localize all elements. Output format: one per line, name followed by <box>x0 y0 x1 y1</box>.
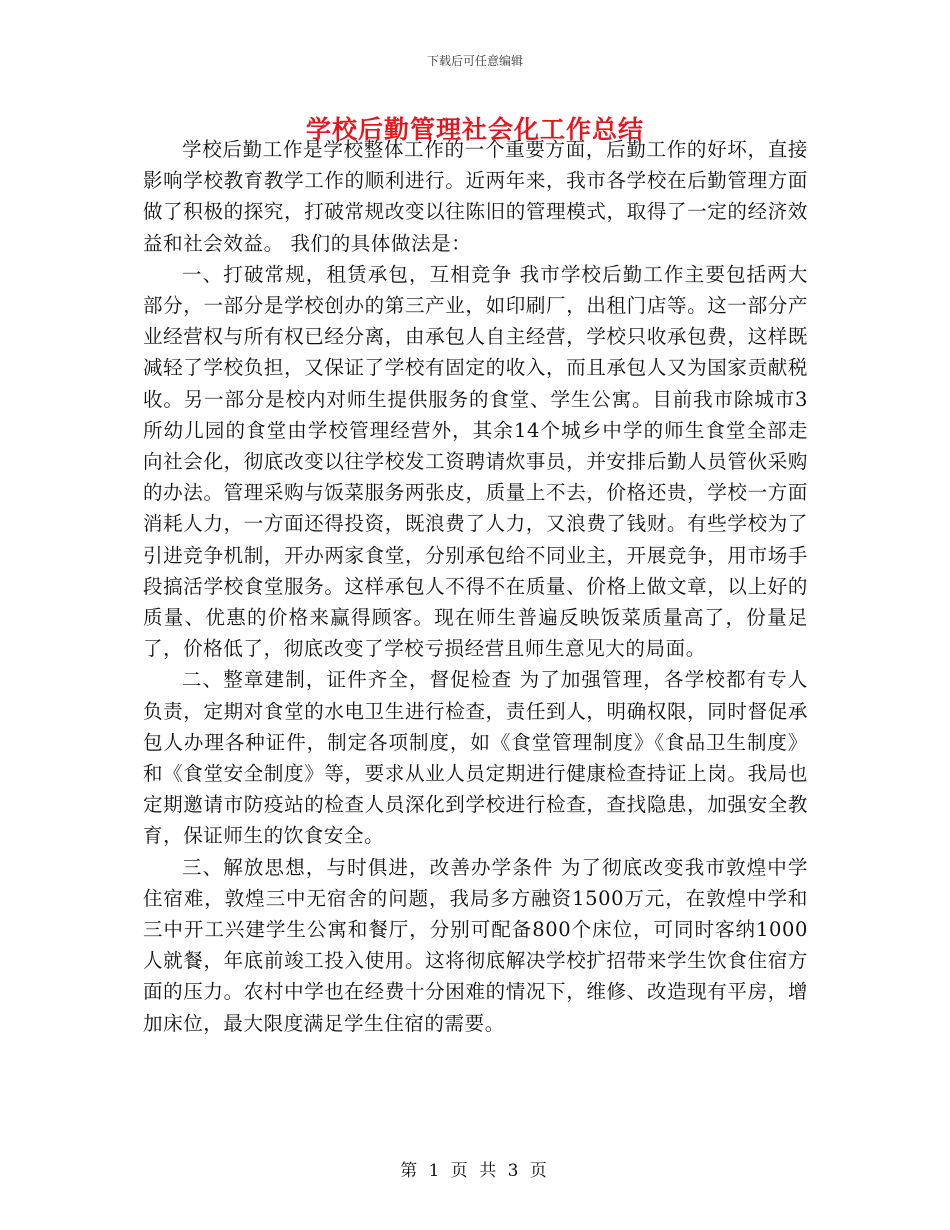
paragraph-section-2: 二、整章建制，证件齐全，督促检查 为了加强管理，各学校都有专人负责，定期对食堂的水电卫生进行检查，责任到人，明确权限，同时督促承包人办理各种证件，制定各项制度，如《食堂管理制度》《食品卫生制度》和《食堂安全制度》等，要求从业人员定期进行健康检查持证上岗。我局也定期邀请市防疫站的检查人员深化到学校进行检查，查找隐患，加强安全教育，保证师生的饮食安全。 <box>143 668 808 848</box>
header-note: 下载后可任意编辑 <box>426 54 523 68</box>
page-number: 第 1 页 共 3 页 <box>400 1161 550 1181</box>
paragraph-section-1: 一、打破常规，租赁承包，互相竞争 我市学校后勤工作主要包括两大部分，一部分是学校创办的第三产业，如印刷厂，出租门店等。这一部分产业经营权与所有权已经分离，由承包人自主经营，学校只收承包费，这样既减轻了学校负担，又保证了学校有固定的收入，而且承包人又为国家贡献税收。另一部分是校内对师生提供服务的食堂、学生公寓。目前我市除城市3所幼儿园的食堂由学校管理经营外，其余14个城乡中学的师生食堂全部走向社会化，彻底改变以往学校发工资聘请炊事员，并安排后勤人员管伙采购的办法。管理采购与饭菜服务两张皮，质量上不去，价格还贵，学校一方面消耗人力，一方面还得投资，既浪费了人力，又浪费了钱财。有些学校为了引进竞争机制，开办两家食堂，分别承包给不同业主，开展竞争，用市场手段搞活学校食堂服务。这样承包人不得不在质量、价格上做文章，以上好的质量、优惠的价格来赢得顾客。现在师生普遍反映饭菜质量高了，份量足了，价格低了，彻底改变了学校亏损经营且师生意见大的局面。 <box>143 262 808 661</box>
paragraph-intro: 学校后勤工作是学校整体工作的一个重要方面，后勤工作的好坏，直接影响学校教育教学工作的顺利进行。近两年来，我市各学校在后勤管理方面做了积极的探究，打破常规改变以往陈旧的管理模式，取得了一定的经济效益和社会效益。 我们的具体做法是： <box>143 138 808 255</box>
document-title: 学校后勤管理社会化工作总结 <box>305 115 644 144</box>
paragraph-section-3: 三、解放思想，与时俱进，改善办学条件 为了彻底改变我市敦煌中学住宿难，敦煌三中无宿舍的问题，我局多方融资1500万元，在敦煌中学和三中开工兴建学生公寓和餐厅，分别可配备800个床位，可同时客纳1000人就餐，年底前竣工投入使用。这将彻底解决学校扩招带来学生饮食住宿方面的压力。农村中学也在经费十分困难的情况下，维修、改造现有平房，增加床位，最大限度满足学生住宿的需要。 <box>143 855 808 1035</box>
document-body <box>143 134 808 1039</box>
